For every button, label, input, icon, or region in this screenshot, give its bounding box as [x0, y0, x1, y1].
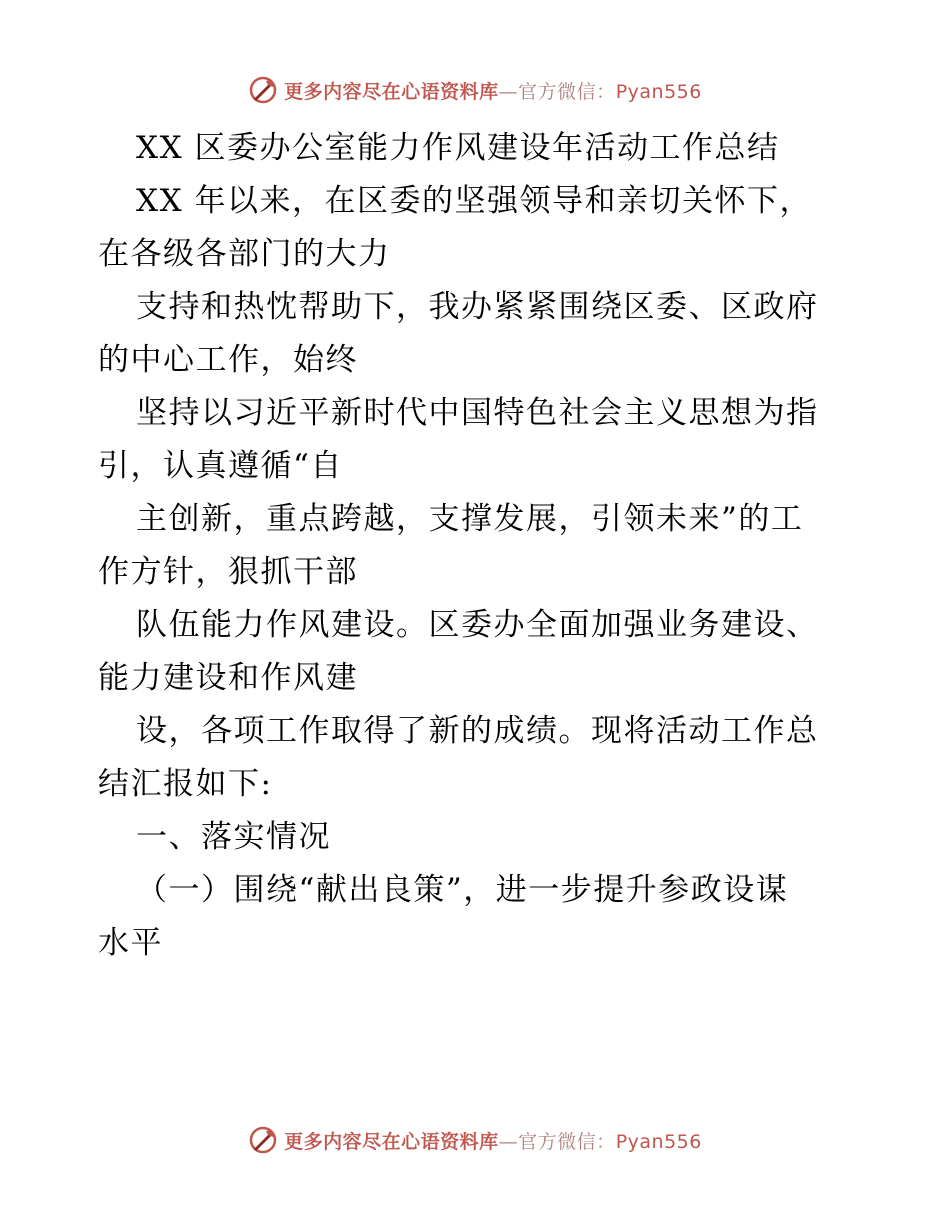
- paragraph-line: 的中心工作，始终: [98, 342, 358, 378]
- paragraph-line: 引，认真遵循“自: [98, 448, 343, 484]
- section-heading: 一、落实情况: [136, 819, 331, 855]
- paragraph-line: XX 年以来，在区委的坚强领导和亲切关怀下，: [136, 183, 812, 219]
- quill-logo-icon: [248, 1125, 278, 1155]
- paragraph-line: 能力建设和作风建: [98, 660, 358, 696]
- watermark-id: Pyan556: [615, 80, 702, 103]
- subsection-heading: （一）围绕“献出良策”，进一步提升参政设谋: [136, 872, 789, 908]
- paragraph-line: 主创新，重点跨越，支撑发展，引领未来”的工: [136, 501, 804, 537]
- watermark-id: Pyan556: [615, 1130, 702, 1153]
- watermark-header: [0, 70, 950, 110]
- paragraph-line: 水平: [98, 925, 163, 961]
- paragraph-line: 队伍能力作风建设。区委办全面加强业务建设、: [136, 607, 819, 643]
- paragraph-line: 在各级各部门的大力: [98, 236, 391, 272]
- quill-logo-icon: [248, 75, 278, 105]
- document-body: [98, 122, 858, 970]
- watermark-dash: —官方微信：: [498, 80, 616, 103]
- watermark-footer: [0, 1120, 950, 1160]
- document-title: XX 区委办公室能力作风建设年活动工作总结: [136, 130, 780, 166]
- watermark-brand: 更多内容尽在心语资料库: [284, 80, 499, 103]
- paragraph-line: 支持和热忱帮助下，我办紧紧围绕区委、区政府: [136, 289, 819, 325]
- watermark-brand: 更多内容尽在心语资料库: [284, 1130, 499, 1153]
- paragraph-line: 结汇报如下:: [98, 766, 273, 802]
- paragraph-line: 作方针，狠抓干部: [98, 554, 358, 590]
- paragraph-line: 坚持以习近平新时代中国特色社会主义思想为指: [136, 395, 819, 431]
- watermark-dash: —官方微信：: [498, 1130, 616, 1153]
- watermark-text: [284, 1127, 702, 1154]
- watermark-text: [284, 77, 702, 104]
- paragraph-line: 设，各项工作取得了新的成绩。现将活动工作总: [136, 713, 819, 749]
